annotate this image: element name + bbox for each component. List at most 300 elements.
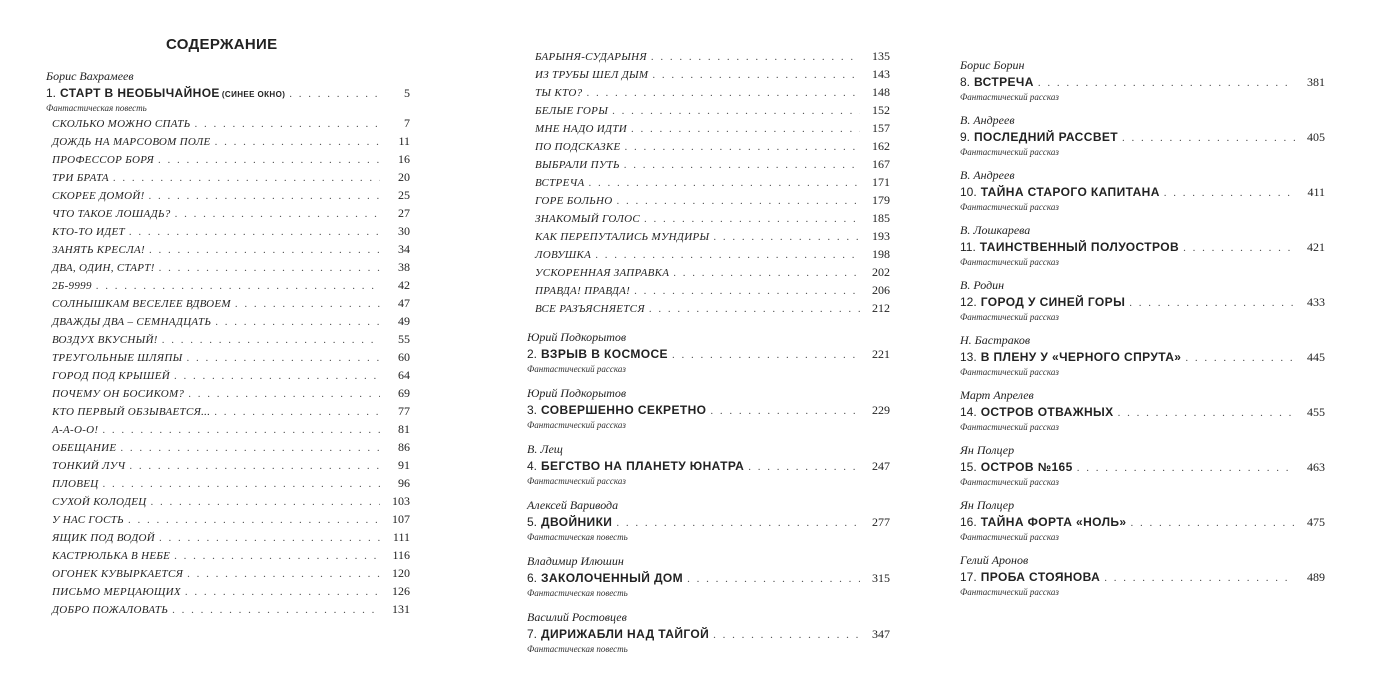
page-number: 64	[398, 368, 410, 382]
page-number: 421	[1307, 240, 1325, 254]
dot-leader	[672, 346, 860, 364]
chapter-item[interactable]	[46, 240, 410, 258]
toc-entry-block	[960, 167, 1325, 213]
chapter-item[interactable]	[46, 546, 410, 564]
toc-entry-block	[527, 385, 890, 431]
chapter-list	[46, 114, 410, 618]
dot-leader	[187, 565, 380, 583]
chapter-title: ПРАВДА! ПРАВДА!	[535, 285, 631, 297]
chapter-title: ВЫБРАЛИ ПУТЬ	[535, 159, 620, 171]
chapter-title: ПО ПОДСКАЗКЕ	[535, 141, 621, 153]
genre-label: Фантастический рассказ	[527, 420, 626, 430]
entry-list	[960, 57, 1325, 598]
toc-entry[interactable]	[960, 568, 1325, 586]
dot-leader	[687, 570, 860, 588]
chapter-item[interactable]	[46, 204, 410, 222]
chapter-title: КТО ПЕРВЫЙ ОБЗЫВАЕТСЯ...	[52, 406, 211, 418]
chapter-title: ТОНКИЙ ЛУЧ	[52, 460, 126, 472]
genre-label: Фантастический рассказ	[960, 312, 1059, 322]
entry-title: ДВОЙНИКИ	[541, 515, 613, 529]
dot-leader	[1104, 569, 1295, 587]
dot-leader	[713, 626, 860, 644]
author-name: Юрий Подкорытов	[527, 330, 627, 344]
dot-leader	[1164, 184, 1295, 202]
page-number: 381	[1307, 75, 1325, 89]
toc-entry[interactable]	[46, 84, 410, 102]
entry-number: 8.	[960, 75, 971, 89]
page-number: 185	[872, 211, 890, 225]
toc-entry-block	[527, 441, 890, 487]
entry-number: 3.	[527, 403, 538, 417]
entry-title: СОВЕРШЕННО СЕКРЕТНО	[541, 403, 707, 417]
entry-title: ПОСЛЕДНИЙ РАССВЕТ	[974, 130, 1119, 144]
page-number: 489	[1307, 570, 1325, 584]
toc-entry-block	[960, 387, 1325, 433]
dot-leader	[159, 529, 380, 547]
dot-leader	[120, 439, 380, 457]
toc-column-3	[960, 57, 1325, 607]
chapter-title: ЗАНЯТЬ КРЕСЛА!	[52, 244, 145, 256]
entry-number: 9.	[960, 130, 971, 144]
chapter-title: ВСТРЕЧА	[535, 177, 585, 189]
page-number: 55	[398, 332, 410, 346]
entry-title: ТАИНСТВЕННЫЙ ПОЛУОСТРОВ	[979, 240, 1180, 254]
author-name: Ян Полцер	[960, 498, 1015, 512]
chapter-title: ЯЩИК ПОД ВОДОЙ	[52, 532, 156, 544]
dot-leader	[149, 187, 380, 205]
entry-number: 12.	[960, 295, 977, 309]
page-number: 111	[392, 530, 410, 544]
chapter-item[interactable]	[527, 83, 890, 101]
chapter-item[interactable]	[46, 366, 410, 384]
author-name: Василий Ростовцев	[527, 610, 627, 624]
chapter-title: А-А-О-О!	[52, 424, 99, 436]
author-name: Ян Полцер	[960, 443, 1015, 457]
page-number: 405	[1307, 130, 1325, 144]
dot-leader	[102, 421, 380, 439]
page-number: 91	[398, 458, 410, 472]
page-number: 143	[872, 67, 890, 81]
genre-label: Фантастический рассказ	[960, 92, 1059, 102]
page-number: 116	[392, 548, 410, 562]
toc-entry-block	[527, 329, 890, 375]
author-name: В. Лошкарева	[960, 223, 1031, 237]
chapter-item[interactable]	[46, 348, 410, 366]
chapter-item[interactable]	[527, 119, 890, 137]
chapter-title: ТРИ БРАТА	[52, 172, 109, 184]
chapter-item[interactable]	[527, 191, 890, 209]
page-number: 179	[872, 193, 890, 207]
genre-label: Фантастическая повесть	[46, 103, 147, 113]
dot-leader	[612, 102, 860, 120]
chapter-title: ЛОВУШКА	[535, 249, 592, 261]
page-number: 445	[1307, 350, 1325, 364]
chapter-item[interactable]	[527, 299, 890, 317]
dot-leader	[129, 457, 380, 475]
chapter-item[interactable]	[46, 150, 410, 168]
chapter-title: ВСЕ РАЗЪЯСНЯЕТСЯ	[535, 303, 645, 315]
page-title: СОДЕРЖАНИЕ	[166, 36, 278, 53]
toc-entry[interactable]	[960, 73, 1325, 91]
genre-label: Фантастический рассказ	[960, 202, 1059, 212]
toc-entry-block	[960, 222, 1325, 268]
chapter-item[interactable]	[46, 384, 410, 402]
page-number: 206	[872, 283, 890, 297]
dot-leader	[162, 331, 380, 349]
dot-leader	[673, 264, 860, 282]
chapter-title: ОГОНЕК КУВЫРКАЕТСЯ	[52, 568, 184, 580]
entry-title: ТАЙНА ФОРТА «НОЛЬ»	[980, 515, 1127, 529]
chapter-title: ГОРЕ БОЛЬНО	[535, 195, 613, 207]
author-name: Борис Вахрамеев	[46, 69, 134, 83]
chapter-title: ВОЗДУХ ВКУСНЫЙ!	[52, 334, 158, 346]
toc-entry-block	[960, 57, 1325, 103]
dot-leader	[644, 210, 860, 228]
chapter-title: СКОРЕЕ ДОМОЙ!	[52, 190, 145, 202]
page-number: 42	[398, 278, 410, 292]
toc-entry[interactable]	[527, 457, 890, 475]
page-number: 463	[1307, 460, 1325, 474]
dot-leader	[1183, 239, 1295, 257]
entry-subtitle: (СИНЕЕ ОКНО)	[221, 90, 286, 99]
dot-leader	[1077, 459, 1295, 477]
chapter-title: КТО-ТО ИДЕТ	[52, 226, 125, 238]
dot-leader	[652, 66, 860, 84]
dot-leader	[215, 313, 380, 331]
author-name: В. Родин	[960, 278, 1005, 292]
chapter-item[interactable]	[46, 420, 410, 438]
page-number: 135	[872, 49, 890, 63]
entry-number: 13.	[960, 350, 977, 364]
chapter-item[interactable]	[527, 209, 890, 227]
author-name: Март Апрелев	[960, 388, 1034, 402]
chapter-item[interactable]	[46, 456, 410, 474]
genre-label: Фантастический рассказ	[960, 422, 1059, 432]
entry-title: ОСТРОВ ОТВАЖНЫХ	[980, 405, 1114, 419]
dot-leader	[128, 511, 380, 529]
page-number: 315	[872, 571, 890, 585]
toc-entry[interactable]	[960, 458, 1325, 476]
page-number: 34	[398, 242, 410, 256]
entry-title: ТАЙНА СТАРОГО КАПИТАНА	[980, 185, 1160, 199]
dot-leader	[103, 475, 380, 493]
chapter-title: ЗНАКОМЫЙ ГОЛОС	[535, 213, 641, 225]
chapter-item[interactable]	[46, 510, 410, 528]
page-number: 86	[398, 440, 410, 454]
entry-title: В ПЛЕНУ У «ЧЕРНОГО СПРУТА»	[980, 350, 1182, 364]
dot-leader	[159, 259, 380, 277]
dot-leader	[174, 367, 380, 385]
chapter-title: ИЗ ТРУБЫ ШЕЛ ДЫМ	[535, 69, 649, 81]
dot-leader	[186, 349, 380, 367]
dot-leader	[1038, 74, 1295, 92]
chapter-title: СКОЛЬКО МОЖНО СПАТЬ	[52, 118, 191, 130]
chapter-title: ДВАЖДЫ ДВА – СЕМНАДЦАТЬ	[52, 316, 212, 328]
dot-leader	[289, 85, 380, 103]
toc-entry[interactable]	[960, 238, 1325, 256]
toc-entry[interactable]	[527, 569, 890, 587]
chapter-item[interactable]	[527, 155, 890, 173]
chapter-title: СОЛНЫШКАМ ВЕСЕЛЕЕ ВДВОЕМ	[52, 298, 231, 310]
toc-entry[interactable]	[960, 183, 1325, 201]
chapter-item[interactable]	[527, 101, 890, 119]
dot-leader	[151, 493, 380, 511]
page-number: 157	[872, 121, 890, 135]
toc-entry-block	[960, 112, 1325, 158]
chapter-item[interactable]	[46, 312, 410, 330]
entry-title: ПРОБА СТОЯНОВА	[980, 570, 1101, 584]
chapter-item[interactable]	[527, 263, 890, 281]
dot-leader	[172, 601, 380, 619]
page-number: 411	[1307, 185, 1325, 199]
chapter-title: МНЕ НАДО ИДТИ	[535, 123, 627, 135]
dot-leader	[1118, 404, 1295, 422]
author-name: Владимир Илюшин	[527, 554, 624, 568]
page-number: 221	[872, 347, 890, 361]
page-number: 247	[872, 459, 890, 473]
chapter-item[interactable]	[527, 65, 890, 83]
page-number: 131	[392, 602, 410, 616]
page-number: 120	[392, 566, 410, 580]
entry-number: 4.	[527, 459, 538, 473]
entry-title: ДИРИЖАБЛИ НАД ТАЙГОЙ	[541, 627, 710, 641]
entry-title: ВЗРЫВ В КОСМОСЕ	[541, 347, 668, 361]
chapter-item[interactable]	[46, 294, 410, 312]
entry-title: СТАРТ В НЕОБЫЧАЙНОЕ (СИНЕЕ ОКНО)	[60, 86, 286, 100]
author-name: Гелий Аронов	[960, 553, 1029, 567]
genre-label: Фантастическая повесть	[527, 644, 628, 654]
toc-entry[interactable]	[960, 403, 1325, 421]
page-number: 202	[872, 265, 890, 279]
author-name: Алексей Варивода	[527, 498, 619, 512]
dot-leader	[624, 156, 860, 174]
page-number: 30	[398, 224, 410, 238]
genre-label: Фантастический рассказ	[960, 147, 1059, 157]
author-name: В. Андреев	[960, 113, 1015, 127]
chapter-title: УСКОРЕННАЯ ЗАПРАВКА	[535, 267, 670, 279]
dot-leader	[149, 241, 380, 259]
toc-entry-block	[960, 442, 1325, 488]
chapter-item[interactable]	[527, 281, 890, 299]
page-number: 475	[1307, 515, 1325, 529]
entry-number: 10.	[960, 185, 977, 199]
entry-number: 16.	[960, 515, 977, 529]
chapter-title: СУХОЙ КОЛОДЕЦ	[52, 496, 147, 508]
page-number: 60	[398, 350, 410, 364]
page-number: 107	[392, 512, 410, 526]
chapter-item[interactable]	[46, 330, 410, 348]
toc-entry[interactable]	[960, 293, 1325, 311]
entry-title: ЗАКОЛОЧЕННЫЙ ДОМ	[541, 571, 684, 585]
toc-entry[interactable]	[527, 513, 890, 531]
chapter-item[interactable]	[46, 186, 410, 204]
chapter-item[interactable]	[46, 132, 410, 150]
dot-leader	[1122, 129, 1295, 147]
entry-title: БЕГСТВО НА ПЛАНЕТУ ЮНАТРА	[541, 459, 745, 473]
entry-number: 2.	[527, 347, 538, 361]
toc-entry-block	[527, 553, 890, 599]
chapter-title: У НАС ГОСТЬ	[52, 514, 124, 526]
dot-leader	[113, 169, 380, 187]
page-number: 11	[398, 134, 410, 148]
chapter-title: ПРОФЕССОР БОРЯ	[52, 154, 154, 166]
page-number: 198	[872, 247, 890, 261]
chapter-item[interactable]	[46, 492, 410, 510]
dot-leader	[625, 138, 860, 156]
chapter-title: КАК ПЕРЕПУТАЛИСЬ МУНДИРЫ	[535, 231, 710, 243]
toc-entry-block	[527, 609, 890, 655]
dot-leader	[214, 403, 380, 421]
page-number: 27	[398, 206, 410, 220]
genre-label: Фантастический рассказ	[527, 476, 626, 486]
dot-leader	[1129, 294, 1295, 312]
genre-label: Фантастический рассказ	[527, 364, 626, 374]
entry-number: 15.	[960, 460, 977, 474]
toc-entry[interactable]	[527, 345, 890, 363]
chapter-item[interactable]	[527, 137, 890, 155]
chapter-item[interactable]	[46, 438, 410, 456]
page-number: 25	[398, 188, 410, 202]
chapter-item[interactable]	[46, 528, 410, 546]
page-number: 148	[872, 85, 890, 99]
page-number: 455	[1307, 405, 1325, 419]
chapter-title: БАРЫНЯ-СУДАРЫНЯ	[535, 51, 647, 63]
toc-entry[interactable]	[527, 401, 890, 419]
page-number: 7	[404, 116, 410, 130]
toc-entry-block	[960, 552, 1325, 598]
dot-leader	[175, 205, 380, 223]
page-number: 5	[404, 86, 410, 100]
page-number: 49	[398, 314, 410, 328]
chapter-item[interactable]	[46, 600, 410, 618]
toc-entry[interactable]	[960, 348, 1325, 366]
dot-leader	[185, 583, 380, 601]
dot-leader	[1185, 349, 1295, 367]
chapter-list	[527, 47, 890, 317]
toc-entry[interactable]	[960, 513, 1325, 531]
toc-entry[interactable]	[960, 128, 1325, 146]
dot-leader	[195, 115, 380, 133]
page-number: 152	[872, 103, 890, 117]
dot-leader	[174, 547, 380, 565]
dot-leader	[634, 282, 860, 300]
chapter-item[interactable]	[46, 474, 410, 492]
page-number: 229	[872, 403, 890, 417]
page-number: 77	[398, 404, 410, 418]
dot-leader	[589, 174, 861, 192]
chapter-title: ДОБРО ПОЖАЛОВАТЬ	[52, 604, 169, 616]
toc-entry-block	[527, 497, 890, 543]
entry-number: 6.	[527, 571, 538, 585]
page-number: 69	[398, 386, 410, 400]
entry-number: 7.	[527, 627, 538, 641]
chapter-title: ЧТО ТАКОЕ ЛОШАДЬ?	[52, 208, 171, 220]
toc-column-2	[527, 47, 890, 665]
chapter-item[interactable]	[527, 245, 890, 263]
chapter-item[interactable]	[527, 227, 890, 245]
chapter-item[interactable]	[46, 168, 410, 186]
dot-leader	[235, 295, 380, 313]
chapter-title: ТЫ КТО?	[535, 87, 583, 99]
page-number: 193	[872, 229, 890, 243]
page-number: 38	[398, 260, 410, 274]
entry-number: 14.	[960, 405, 977, 419]
page-number: 277	[872, 515, 890, 529]
dot-leader	[649, 300, 860, 318]
dot-leader	[1131, 514, 1295, 532]
page-number: 96	[398, 476, 410, 490]
chapter-item[interactable]	[46, 114, 410, 132]
genre-label: Фантастический рассказ	[960, 532, 1059, 542]
dot-leader	[215, 133, 380, 151]
chapter-item[interactable]	[46, 582, 410, 600]
genre-label: Фантастический рассказ	[960, 257, 1059, 267]
page-number: 20	[398, 170, 410, 184]
chapter-title: ГОРОД ПОД КРЫШЕЙ	[52, 370, 170, 382]
page-number: 126	[392, 584, 410, 598]
entry-title: ОСТРОВ №165	[980, 460, 1073, 474]
page-number: 16	[398, 152, 410, 166]
chapter-title: ПИСЬМО МЕРЦАЮЩИХ	[52, 586, 181, 598]
dot-leader	[710, 402, 860, 420]
entry-title: ВСТРЕЧА	[974, 75, 1034, 89]
page-number: 103	[392, 494, 410, 508]
dot-leader	[158, 151, 380, 169]
entry-number: 11.	[960, 240, 976, 254]
dot-leader	[129, 223, 380, 241]
chapter-item[interactable]	[46, 276, 410, 294]
toc-entry-block	[960, 277, 1325, 323]
page-number: 212	[872, 301, 890, 315]
entry-number: 5.	[527, 515, 538, 529]
page-number: 81	[398, 422, 410, 436]
page-number: 347	[872, 627, 890, 641]
dot-leader	[651, 48, 860, 66]
chapter-title: ПОЧЕМУ ОН БОСИКОМ?	[52, 388, 185, 400]
page-number: 171	[872, 175, 890, 189]
page-number: 162	[872, 139, 890, 153]
chapter-item[interactable]	[46, 222, 410, 240]
chapter-item[interactable]	[527, 47, 890, 65]
chapter-title: ДОЖДЬ НА МАРСОВОМ ПОЛЕ	[52, 136, 211, 148]
chapter-title: КАСТРЮЛЬКА В НЕБЕ	[52, 550, 171, 562]
dot-leader	[188, 385, 380, 403]
chapter-item[interactable]	[46, 564, 410, 582]
chapter-item[interactable]	[46, 402, 410, 420]
entry-list	[527, 329, 890, 655]
author-name: Борис Борин	[960, 58, 1025, 72]
genre-label: Фантастический рассказ	[960, 367, 1059, 377]
toc-column-1	[46, 68, 410, 618]
chapter-title: ОБЕЩАНИЕ	[52, 442, 117, 454]
chapter-item[interactable]	[46, 258, 410, 276]
entry-number: 17.	[960, 570, 977, 584]
dot-leader	[595, 246, 860, 264]
page-number: 47	[398, 296, 410, 310]
chapter-title: ТРЕУГОЛЬНЫЕ ШЛЯПЫ	[52, 352, 183, 364]
genre-label: Фантастическая повесть	[527, 588, 628, 598]
toc-entry[interactable]	[527, 625, 890, 643]
dot-leader	[631, 120, 860, 138]
chapter-title: БЕЛЫЕ ГОРЫ	[535, 105, 609, 117]
entry-number: 1.	[46, 86, 57, 100]
chapter-title: 2Б-9999	[52, 280, 92, 292]
dot-leader	[586, 84, 860, 102]
dot-leader	[96, 277, 380, 295]
author-name: Н. Бастраков	[960, 333, 1031, 347]
dot-leader	[748, 458, 860, 476]
chapter-item[interactable]	[527, 173, 890, 191]
